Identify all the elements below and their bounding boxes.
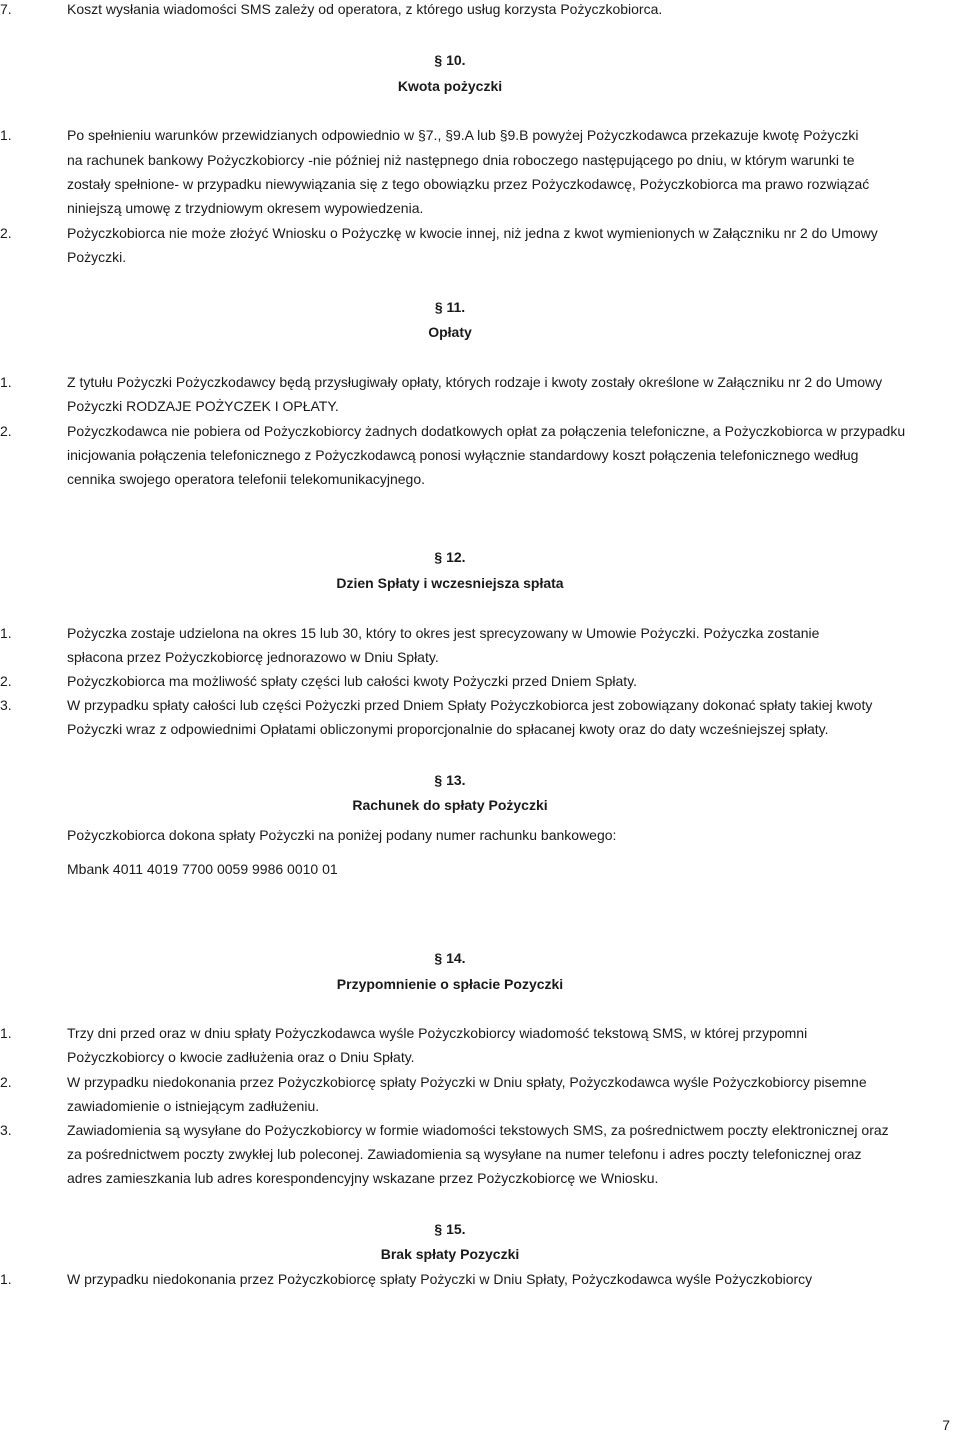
section-number: § 10. bbox=[434, 52, 466, 68]
list-item-text: Pożyczkobiorcy o kwocie zadłużenia oraz o Dniu Spłaty. bbox=[67, 1049, 415, 1065]
section-title: Brak spłaty Pozyczki bbox=[380, 1246, 520, 1262]
list-item-number: 2. bbox=[0, 423, 12, 439]
list-item-text: Koszt wysłania wiadomości SMS zależy od operatora, z którego usług korzysta Pożyczkobiorca. bbox=[67, 1, 663, 17]
section-number: § 12. bbox=[434, 549, 466, 565]
list-item-text: W przypadku spłaty całości lub części Pożyczki przed Dniem Spłaty Pożyczkobiorca jest zobowiązany dokonać spłaty takiej kwoty bbox=[67, 697, 873, 713]
list-item-number: 2. bbox=[0, 1074, 12, 1090]
list-item-text: Pożyczkobiorca nie może złożyć Wniosku o Pożyczkę w kwocie innej, niż jedna z kwot wymienionych w Załączniku nr 2 do Umowy bbox=[67, 225, 878, 241]
list-item-text: adres zamieszkania lub adres korespondencyjny wskazane przez Pożyczkobiorcę we Wniosku. bbox=[67, 1170, 659, 1186]
list-item-text: za pośrednictwem poczty zwykłej lub poleconej. Zawiadomienia są wysyłane na numer telefonu i adres poczty telefonicznej oraz bbox=[67, 1146, 862, 1162]
list-item-number: 2. bbox=[0, 225, 12, 241]
list-item-text: cennika swojego operatora telefonii telekomunikacyjnego. bbox=[67, 471, 425, 487]
list-item-text: Pożyczki wraz z odpowiednimi Opłatami obliczonymi proporcjonalnie do spłacanej kwoty oraz do daty wcześniejszej spłaty. bbox=[67, 721, 829, 737]
section-number: § 14. bbox=[434, 950, 466, 966]
list-item-number: 1. bbox=[0, 1271, 12, 1287]
list-item-text: Zawiadomienia są wysyłane do Pożyczkobiorcy w formie wiadomości tekstowych SMS, za pośrednictwem poczty elektronicznej oraz bbox=[67, 1122, 889, 1138]
list-item-text: niniejszą umowę z trzydniowym okresem wypowiedzenia. bbox=[67, 200, 424, 216]
paragraph: Pożyczkobiorca dokona spłaty Pożyczki na poniżej podany numer rachunku bankowego: bbox=[67, 827, 617, 843]
list-item-text: Pożyczkobiorca ma możliwość spłaty części lub całości kwoty Pożyczki przed Dniem Spłaty. bbox=[67, 673, 638, 689]
list-item-number: 1. bbox=[0, 374, 12, 390]
list-item-text: Po spełnieniu warunków przewidzianych odpowiednio w §7., §9.A lub §9.B powyżej Pożyczkodawca przekazuje kwotę Pożyczki bbox=[67, 127, 859, 143]
list-item-number: 1. bbox=[0, 127, 12, 143]
section-title: Kwota pożyczki bbox=[397, 78, 503, 94]
list-item-text: Pożyczki. bbox=[67, 249, 127, 265]
list-item-number: 3. bbox=[0, 697, 12, 713]
section-number: § 11. bbox=[434, 299, 466, 315]
list-item-text: spłacona przez Pożyczkobiorcę jednorazowo w Dniu Spłaty. bbox=[67, 649, 439, 665]
section-title: Opłaty bbox=[428, 324, 472, 340]
list-item-text: Z tytułu Pożyczki Pożyczkodawcy będą przysługiwały opłaty, których rodzaje i kwoty zostały określone w Załączniku nr 2 do Umowy bbox=[67, 374, 883, 390]
list-item-text: inicjowania połączenia telefonicznego z Pożyczkodawcą ponosi wyłącznie standardowy koszt połączenia telefonicznego według bbox=[67, 447, 859, 463]
list-item-text: zostały spełnione- w przypadku niewywiązania się z tego obowiązku przez Pożyczkodawcę, Pożyczkobiorca ma prawo rozwiązać bbox=[67, 176, 870, 192]
section-number: § 13. bbox=[434, 772, 466, 788]
list-item-number: 3. bbox=[0, 1122, 12, 1138]
list-item-text: W przypadku niedokonania przez Pożyczkobiorcę spłaty Pożyczki w Dniu spłaty, Pożyczkodawca wyśle Pożyczkobiorcy pisemne bbox=[67, 1074, 867, 1090]
list-item-text: W przypadku niedokonania przez Pożyczkobiorcę spłaty Pożyczki w Dniu Spłaty, Pożyczkodawca wyśle Pożyczkobiorcy bbox=[67, 1271, 813, 1287]
section-title: Dzien Spłaty i wczesniejsza spłata bbox=[336, 575, 564, 591]
list-item-text: Trzy dni przed oraz w dniu spłaty Pożyczkodawca wyśle Pożyczkobiorcy wiadomość tekstową SMS, w której przypomni bbox=[67, 1025, 808, 1041]
list-item-number: 7. bbox=[0, 1, 12, 17]
section-title: Rachunek do spłaty Pożyczki bbox=[352, 797, 548, 813]
list-item-text: Pożyczkodawca nie pobiera od Pożyczkobiorcy żadnych dodatkowych opłat za połączenia telefoniczne, a Pożyczkobiorca w przypadku bbox=[67, 423, 906, 439]
list-item-text: Pożyczki RODZAJE POŻYCZEK I OPŁATY. bbox=[67, 398, 339, 414]
section-title: Przypomnienie o spłacie Pozyczki bbox=[336, 976, 564, 992]
bank-account-number: Mbank 4011 4019 7700 0059 9986 0010 01 bbox=[67, 861, 338, 877]
list-item-number: 1. bbox=[0, 625, 12, 641]
list-item-number: 2. bbox=[0, 673, 12, 689]
list-item-text: na rachunek bankowy Pożyczkobiorcy -nie później niż następnego dnia roboczego następującego po dniu, w którym warunki te bbox=[67, 152, 855, 168]
list-item-number: 1. bbox=[0, 1025, 12, 1041]
list-item-text: Pożyczka zostaje udzielona na okres 15 lub 30, który to okres jest sprecyzowany w Umowie Pożyczki. Pożyczka zostanie bbox=[67, 625, 820, 641]
page-number: 7 bbox=[942, 1417, 950, 1433]
list-item-text: zawiadomienie o istniejącym zadłużeniu. bbox=[67, 1098, 320, 1114]
section-number: § 15. bbox=[434, 1221, 466, 1237]
